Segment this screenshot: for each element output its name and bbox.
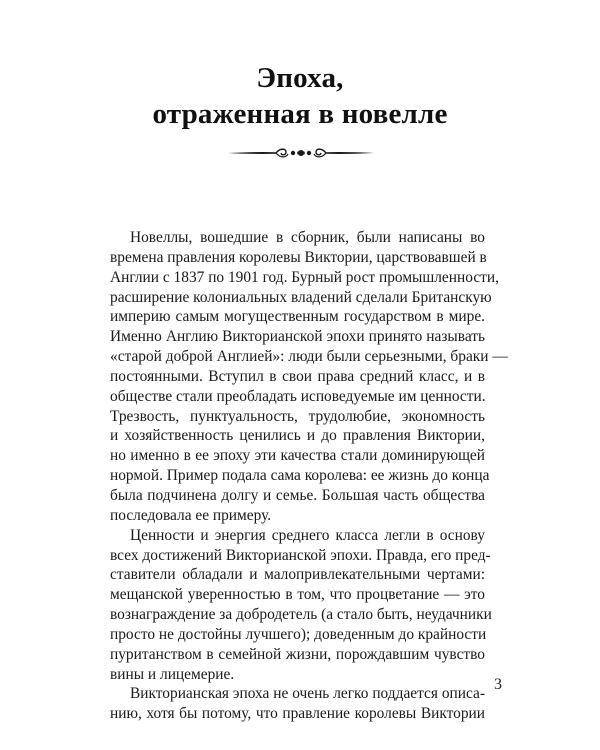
text-line: постоянными. Вступил в свои права средний класс, и в — [110, 367, 485, 385]
body-text — [110, 228, 508, 724]
text-line: нию, хотя бы потому, что правление королевы Виктории — [110, 705, 485, 723]
text-line: Новеллы, вошедшие в сборник, были написаны во — [130, 229, 485, 246]
chapter-title-line-2: отраженная в новелле — [152, 98, 448, 130]
text-line: всех достижений Викторианской эпохи. Правда, его пред- — [110, 546, 491, 564]
text-line: Викторианская эпоха не очень легко поддается описа- — [130, 685, 485, 703]
text-line: мещанской уверенностью в том, что процветание — это — [110, 586, 485, 604]
page-number: 3 — [494, 676, 502, 693]
text-line: Англии с 1837 по 1901 год. Бурный рост промышленности, — [110, 268, 499, 286]
text-line: ставители обладали и малопривлекательными чертами: — [110, 566, 485, 584]
chapter-title-line-1: Эпоха, — [256, 62, 344, 94]
text-line: и хозяйственность ценились и до правления Виктории, — [110, 427, 485, 445]
text-line: последовала ее примеру. — [110, 506, 272, 524]
text-line: нормой. Пример подала сама королева: ее жизнь до конца — [110, 467, 490, 485]
decorative-flourish-icon — [226, 143, 376, 163]
text-line: Именно Англию Викторианской эпохи принято называть — [110, 328, 485, 346]
text-line: просто не достойны лучшего); доведенным до крайности — [110, 625, 487, 643]
text-line: обществе стали преобладать исповедуемые им ценности. — [110, 387, 486, 405]
text-line: времена правления королевы Виктории, царствовавшей в — [110, 248, 487, 266]
text-line: империю самым могущественным государством в мире. — [110, 308, 485, 326]
text-line: вины и лицемерие. — [110, 665, 235, 683]
text-line: расширение колониальных владений сделали Британскую — [110, 288, 492, 306]
text-line: но именно в ее эпоху эти качества стали доминирующей — [110, 447, 485, 465]
chapter-title — [0, 60, 600, 132]
text-line: была подчинена долгу и семье. Большая часть общества — [110, 486, 485, 504]
text-line: вознаграждение за добродетель (а стало быть, неудачники — [110, 606, 492, 624]
text-line: Ценности и энергия среднего класса легли в основу — [130, 526, 485, 544]
text-line: пуританством в семейной жизни, порождавшим чувство — [110, 645, 485, 663]
text-line: «старой доброй Англией»: люди были серьезными, браки — — [110, 348, 508, 366]
text-line: Трезвость, пунктуальность, трудолюбие, экономность — [110, 407, 485, 425]
